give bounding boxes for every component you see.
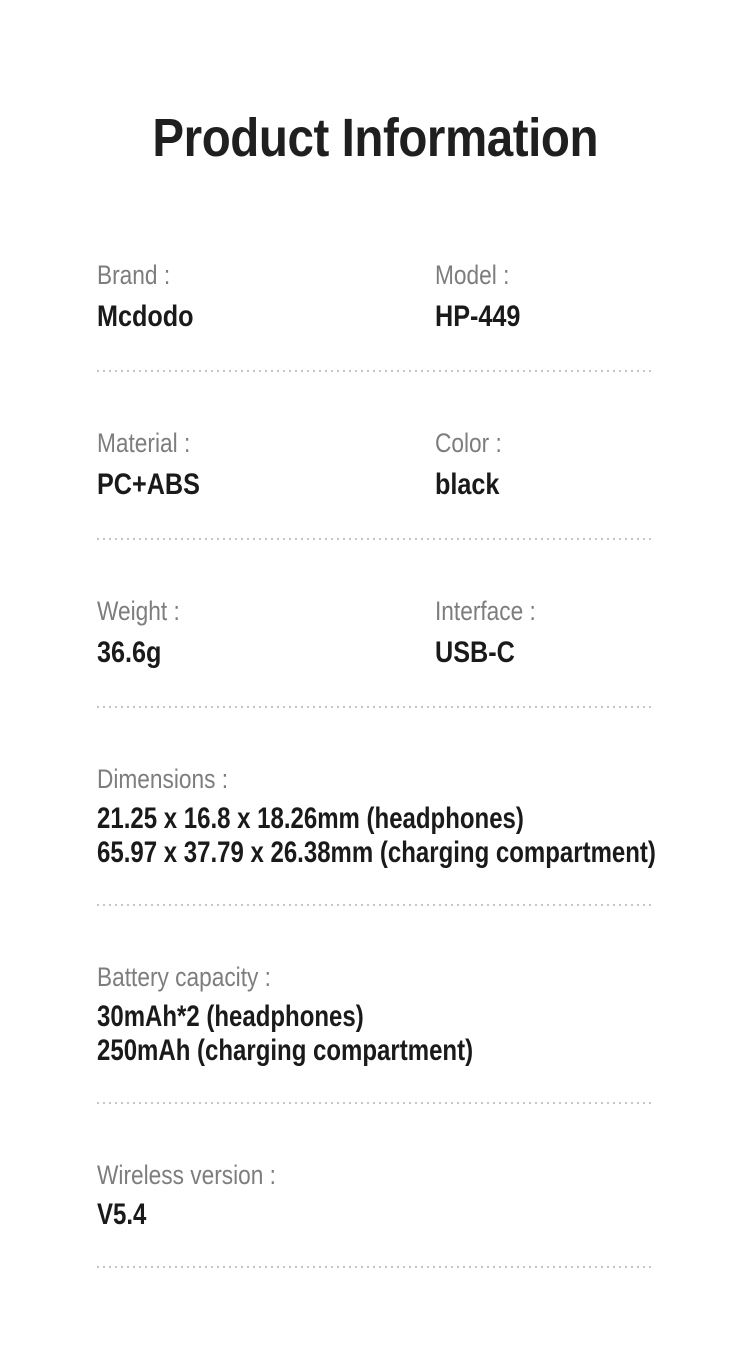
dimensions-values xyxy=(97,802,656,870)
dotted-divider xyxy=(97,1102,653,1104)
battery-label xyxy=(97,960,653,994)
dimensions-value-case xyxy=(97,836,656,870)
spec-list xyxy=(97,170,656,1268)
dotted-divider xyxy=(97,370,653,372)
brand-value xyxy=(97,298,435,336)
interface-value xyxy=(435,634,653,672)
spec-row-wireless xyxy=(97,1158,653,1232)
brand-label-text: Brand : xyxy=(97,260,171,290)
color-label-text: Color : xyxy=(435,428,502,458)
color-label xyxy=(435,426,653,460)
brand-value-text: Mcdodo xyxy=(97,300,194,333)
material-label-text: Material : xyxy=(97,428,191,458)
spec-brand xyxy=(97,258,435,336)
weight-label xyxy=(97,594,435,628)
weight-value xyxy=(97,634,435,672)
color-value-text: black xyxy=(435,468,500,501)
model-value xyxy=(435,298,653,336)
wireless-values xyxy=(97,1198,653,1232)
dimensions-value-headphones xyxy=(97,802,653,836)
wireless-label-text: Wireless version : xyxy=(97,1160,276,1190)
wireless-value xyxy=(97,1198,653,1232)
dimensions-label xyxy=(97,762,653,796)
interface-label-text: Interface : xyxy=(435,596,536,626)
battery-value-case-text: 250mAh (charging compartment) xyxy=(97,1034,474,1067)
battery-value-headphones-text: 30mAh*2 (headphones) xyxy=(97,1000,364,1033)
spec-row-material-color xyxy=(97,426,653,504)
model-label-text: Model : xyxy=(435,260,510,290)
brand-label xyxy=(97,258,435,292)
spec-row-dimensions xyxy=(97,762,656,870)
page-title-text: Product Information xyxy=(152,108,598,168)
spec-color xyxy=(435,426,653,504)
wireless-value-text: V5.4 xyxy=(97,1198,147,1231)
battery-value-headphones xyxy=(97,1000,653,1034)
spec-row-weight-interface xyxy=(97,594,653,672)
material-label xyxy=(97,426,435,460)
wireless-label xyxy=(97,1158,653,1192)
material-value xyxy=(97,466,435,504)
model-label xyxy=(435,258,653,292)
dimensions-value-headphones-text: 21.25 x 16.8 x 18.26mm (headphones) xyxy=(97,802,524,835)
material-value-text: PC+ABS xyxy=(97,468,200,501)
spec-interface xyxy=(435,594,653,672)
spec-model xyxy=(435,258,653,336)
interface-value-text: USB-C xyxy=(435,636,515,669)
battery-label-text: Battery capacity : xyxy=(97,962,271,992)
spec-weight xyxy=(97,594,435,672)
dotted-divider xyxy=(97,706,653,708)
interface-label xyxy=(435,594,653,628)
spec-row-battery xyxy=(97,960,653,1068)
spec-row-brand-model xyxy=(97,258,653,336)
page-title xyxy=(0,106,750,170)
spec-material xyxy=(97,426,435,504)
battery-values xyxy=(97,1000,653,1068)
model-value-text: HP-449 xyxy=(435,300,521,333)
dimensions-label-text: Dimensions : xyxy=(97,764,229,794)
dotted-divider xyxy=(97,904,653,906)
dimensions-value-case-text: 65.97 x 37.79 x 26.38mm (charging compartment) xyxy=(97,836,656,869)
weight-value-text: 36.6g xyxy=(97,636,162,669)
battery-value-case xyxy=(97,1034,653,1068)
dotted-divider xyxy=(97,1266,653,1268)
weight-label-text: Weight : xyxy=(97,596,180,626)
color-value xyxy=(435,466,653,504)
dotted-divider xyxy=(97,538,653,540)
